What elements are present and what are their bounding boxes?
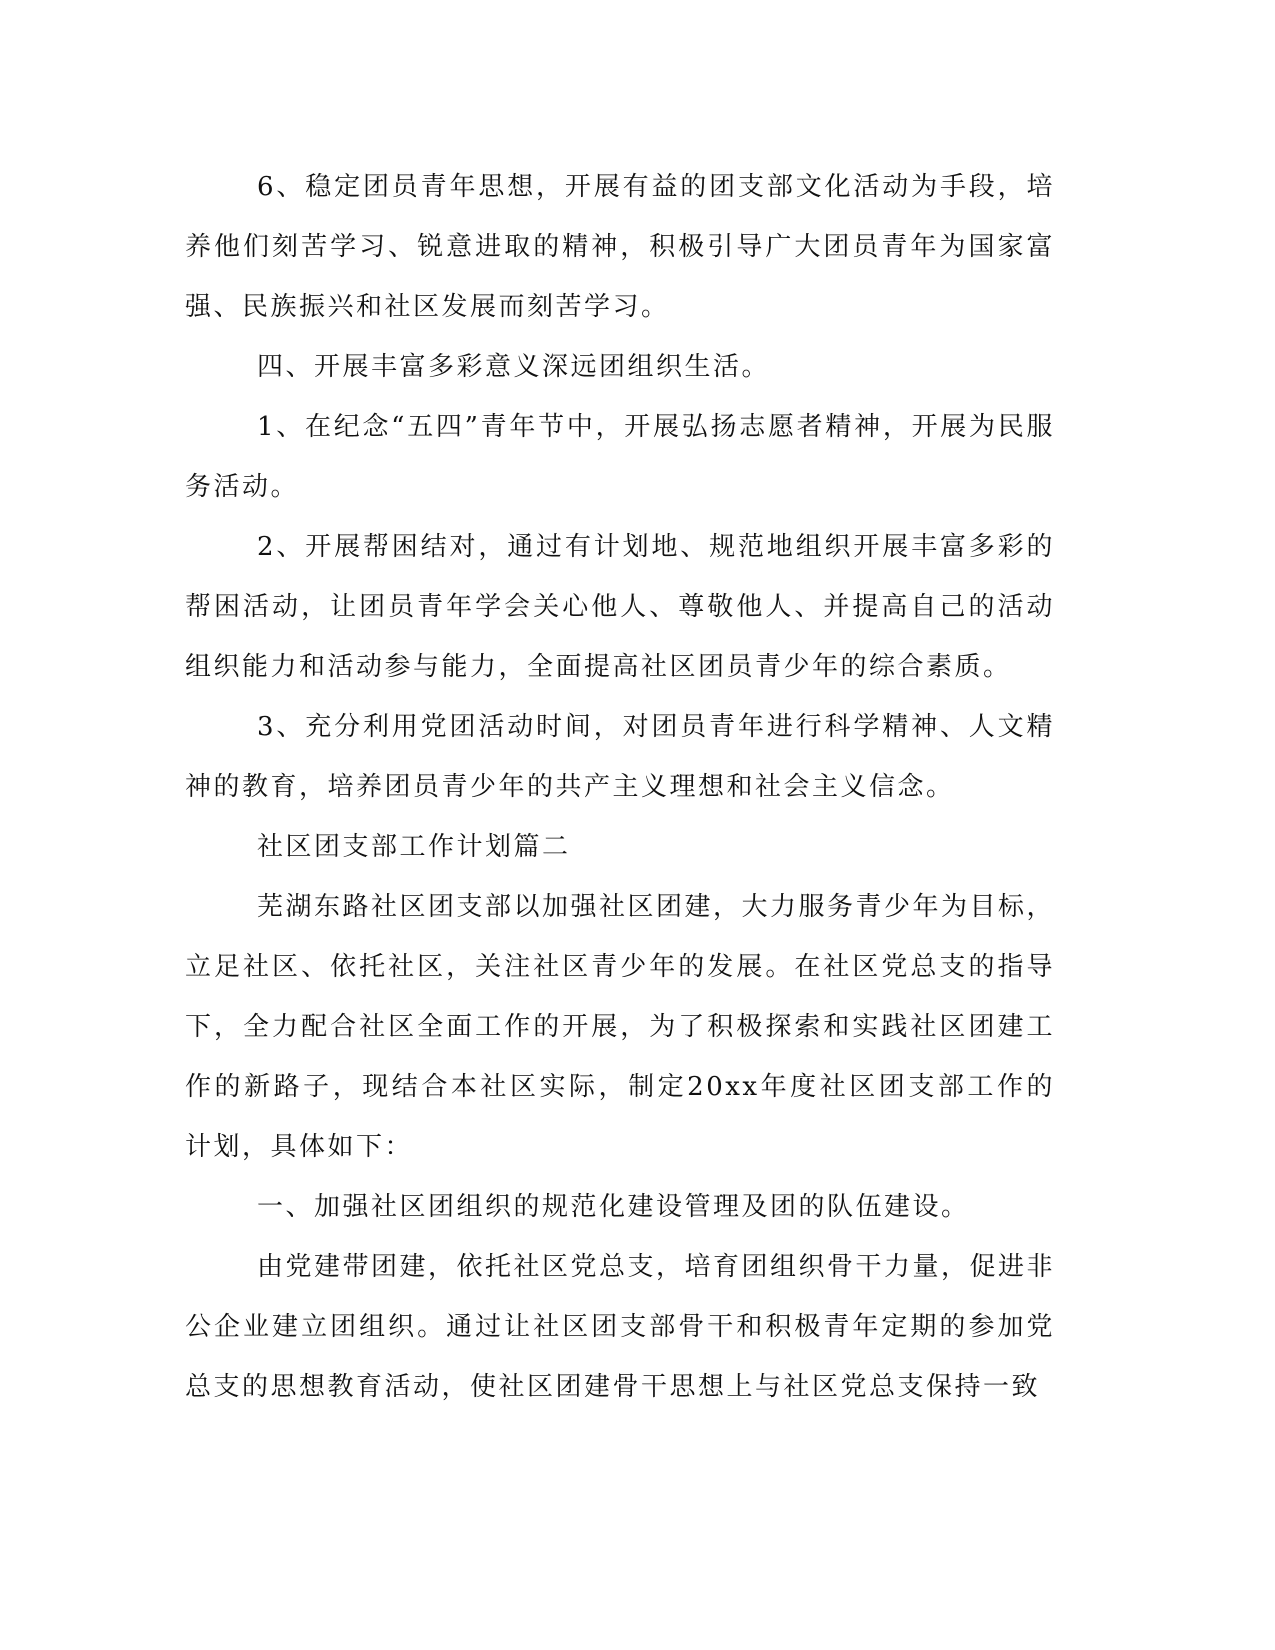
section-heading-four: 四、开展丰富多彩意义深远团组织生活。 [257,352,771,382]
intro-paragraph: 芜湖东路社区团支部以加强社区团建，大力服务青少年为目标，立足社区、依托社区，关注社区青少年的发展。在社区党总支的指导下，全力配合社区全面工作的开展，为了积极探索和实践社区团建工作的新路子，现结合本社区实际，制定20xx年度社区团支部工作的计划，具体如下： [185,892,1056,1162]
document-page [185,157,1055,1417]
document-section-title: 社区团支部工作计划篇二 [257,832,571,862]
section-heading-one: 一、加强社区团组织的规范化建设管理及团的队伍建设。 [257,1192,970,1222]
paragraph-item-6: 6、稳定团员青年思想，开展有益的团支部文化活动为手段，培养他们刻苦学习、锐意进取的精神，积极引导广大团员青年为国家富强、民族振兴和社区发展而刻苦学习。 [185,172,1055,322]
paragraph-item-3: 3、充分利用党团活动时间，对团员青年进行科学精神、人文精神的教育，培养团员青少年的共产主义理想和社会主义信念。 [185,712,1055,802]
paragraph-item-1: 1、在纪念“五四”青年节中，开展弘扬志愿者精神，开展为民服务活动。 [185,412,1055,502]
body-paragraph: 由党建带团建，依托社区党总支，培育团组织骨干力量，促进非公企业建立团组织。通过让社区团支部骨干和积极青年定期的参加党总支的思想教育活动，使社区团建骨干思想上与社区党总支保持一致 [185,1252,1056,1402]
paragraph-item-2: 2、开展帮困结对，通过有计划地、规范地组织开展丰富多彩的帮困活动，让团员青年学会关心他人、尊敬他人、并提高自己的活动组织能力和活动参与能力，全面提高社区团员青少年的综合素质。 [185,532,1055,682]
